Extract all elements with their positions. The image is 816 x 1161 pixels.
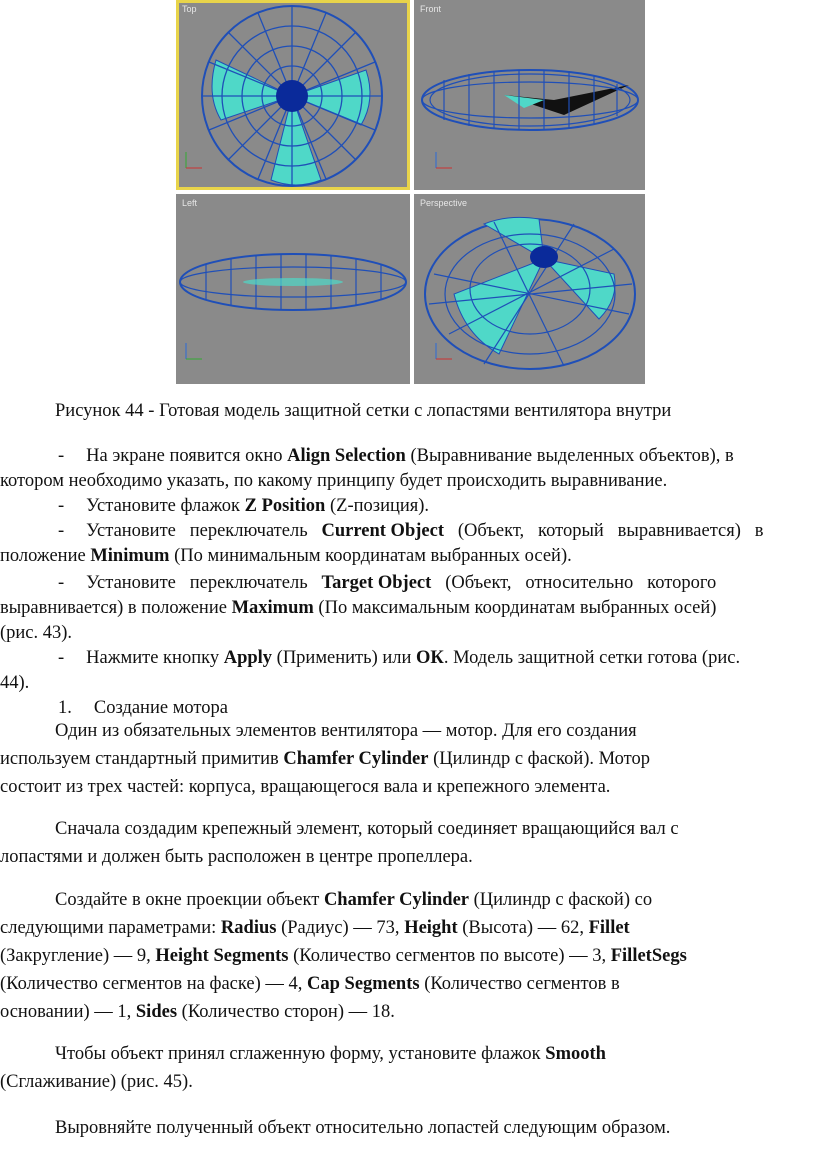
text: (Объект, который выравнивается) в [443, 521, 764, 541]
figure-caption: Рисунок 44 - Готовая модель защитной сетки с лопастями вентилятора внутри [55, 401, 672, 421]
text: (Количество сегментов по высоте) — 3, [288, 946, 611, 966]
viewport-label: Top [182, 4, 197, 14]
text: На экране появится окно [86, 446, 288, 466]
viewport-label: Left [182, 198, 198, 208]
paragraph-line: лопастями и должен быть расположен в центре пропеллера. [0, 847, 473, 867]
section-number: 1. [58, 698, 72, 718]
term: Z Position [244, 496, 326, 516]
text: (По максимальным координатам выбранных осей) [313, 598, 717, 618]
paragraph-line [55, 890, 652, 911]
fan-top-view-illustration [176, 0, 410, 190]
text: (Z-позиция). [325, 496, 430, 516]
text: используем стандартный примитив [0, 749, 284, 769]
paragraph-line [0, 749, 650, 770]
text: (Объект, относительно которого [431, 573, 717, 593]
text: (Цилиндр с фаской). Мотор [428, 749, 651, 769]
dash: - [58, 521, 65, 541]
text: (Цилиндр с фаской) со [469, 890, 653, 910]
term: Chamfer Cylinder [283, 749, 429, 769]
term: Chamfer Cylinder [323, 890, 470, 910]
text: Чтобы объект принял сглаженную форму, установите флажок [55, 1044, 546, 1064]
term: Smooth [545, 1044, 606, 1064]
dash: - [58, 446, 65, 466]
paragraph-line: Один из обязательных элементов вентилятора — мотор. Для его создания [55, 721, 637, 741]
paragraph-line: (Сглаживание) (рис. 45). [0, 1072, 193, 1092]
paragraph-line: Сначала создадим крепежный элемент, который соединяет вращающийся вал с [55, 819, 679, 839]
term: ОК [416, 648, 444, 668]
term: Target Object [321, 573, 432, 593]
fan-left-view-illustration [176, 194, 410, 384]
text: (Количество сегментов в [419, 974, 620, 994]
term: Cap Segments [307, 974, 420, 994]
term: Height Segments [155, 946, 289, 966]
section-heading [58, 698, 228, 719]
viewport-label: Front [420, 4, 442, 14]
text: (Радиус) — 73, [276, 918, 405, 938]
text: основании) — 1, [0, 1002, 136, 1022]
term: Minimum [90, 546, 170, 566]
list-item-4 [58, 573, 716, 594]
dash: - [58, 496, 65, 516]
text: (По минимальным координатам выбранных осей). [169, 546, 572, 566]
viewport-label: Perspective [420, 198, 468, 208]
fan-perspective-view-illustration [414, 194, 645, 384]
term: Maximum [231, 598, 314, 618]
list-item-1 [58, 446, 734, 467]
text: следующими параметрами: [0, 918, 221, 938]
list-item-4-cont [0, 598, 716, 619]
figure-viewports [173, 0, 645, 384]
term: Align Selection [287, 446, 406, 466]
text: Установите флажок [86, 496, 245, 516]
text: . Модель защитной сетки готова (рис. [443, 648, 741, 668]
term: Sides [135, 1002, 178, 1022]
text: Создайте в окне проекции объект [55, 890, 324, 910]
viewport-left[interactable] [176, 194, 410, 384]
text: (Количество сегментов на фаске) — 4, [0, 974, 308, 994]
dash: - [58, 573, 65, 593]
viewport-top[interactable] [176, 0, 410, 190]
list-item-4-cont2: (рис. 43). [0, 623, 73, 643]
text: Установите переключатель [86, 573, 322, 593]
list-item-5 [58, 648, 740, 669]
text: (Количество сторон) — 18. [177, 1002, 395, 1022]
term: Height [404, 918, 458, 938]
list-item-3-cont [0, 546, 572, 567]
term: FilletSegs [610, 946, 687, 966]
text: выравнивается) в положение [0, 598, 232, 618]
paragraph-line: Выровняйте полученный объект относительно лопастей следующим образом. [55, 1118, 671, 1138]
paragraph-line [0, 918, 630, 939]
list-item-5-cont: 44). [0, 673, 30, 693]
text: положение [0, 546, 91, 566]
term: Apply [223, 648, 273, 668]
term: Fillet [588, 918, 630, 938]
text: (Высота) — 62, [457, 918, 589, 938]
paragraph-line [0, 946, 687, 967]
viewport-front[interactable] [414, 0, 645, 190]
text: (Закругление) — 9, [0, 946, 156, 966]
term: Current Object [321, 521, 444, 541]
fan-front-view-illustration [414, 0, 645, 190]
paragraph-line: состоит из трех частей: корпуса, вращающегося вала и крепежного элемента. [0, 777, 611, 797]
term: Radius [220, 918, 277, 938]
paragraph-line [55, 1044, 606, 1065]
list-item-1-cont: котором необходимо указать, по какому принципу будет происходить выравнивание. [0, 471, 668, 491]
text: Нажмите кнопку [86, 648, 224, 668]
dash: - [58, 648, 65, 668]
paragraph-line [0, 1002, 395, 1023]
list-item-2 [58, 496, 429, 517]
paragraph-line [0, 974, 620, 995]
text: (Выравнивание выделенных объектов), в [405, 446, 734, 466]
text: (Применить) или [272, 648, 417, 668]
text: Установите переключатель [86, 521, 322, 541]
viewport-perspective[interactable] [414, 194, 645, 384]
section-title: Создание мотора [93, 698, 228, 718]
list-item-3 [58, 521, 764, 542]
